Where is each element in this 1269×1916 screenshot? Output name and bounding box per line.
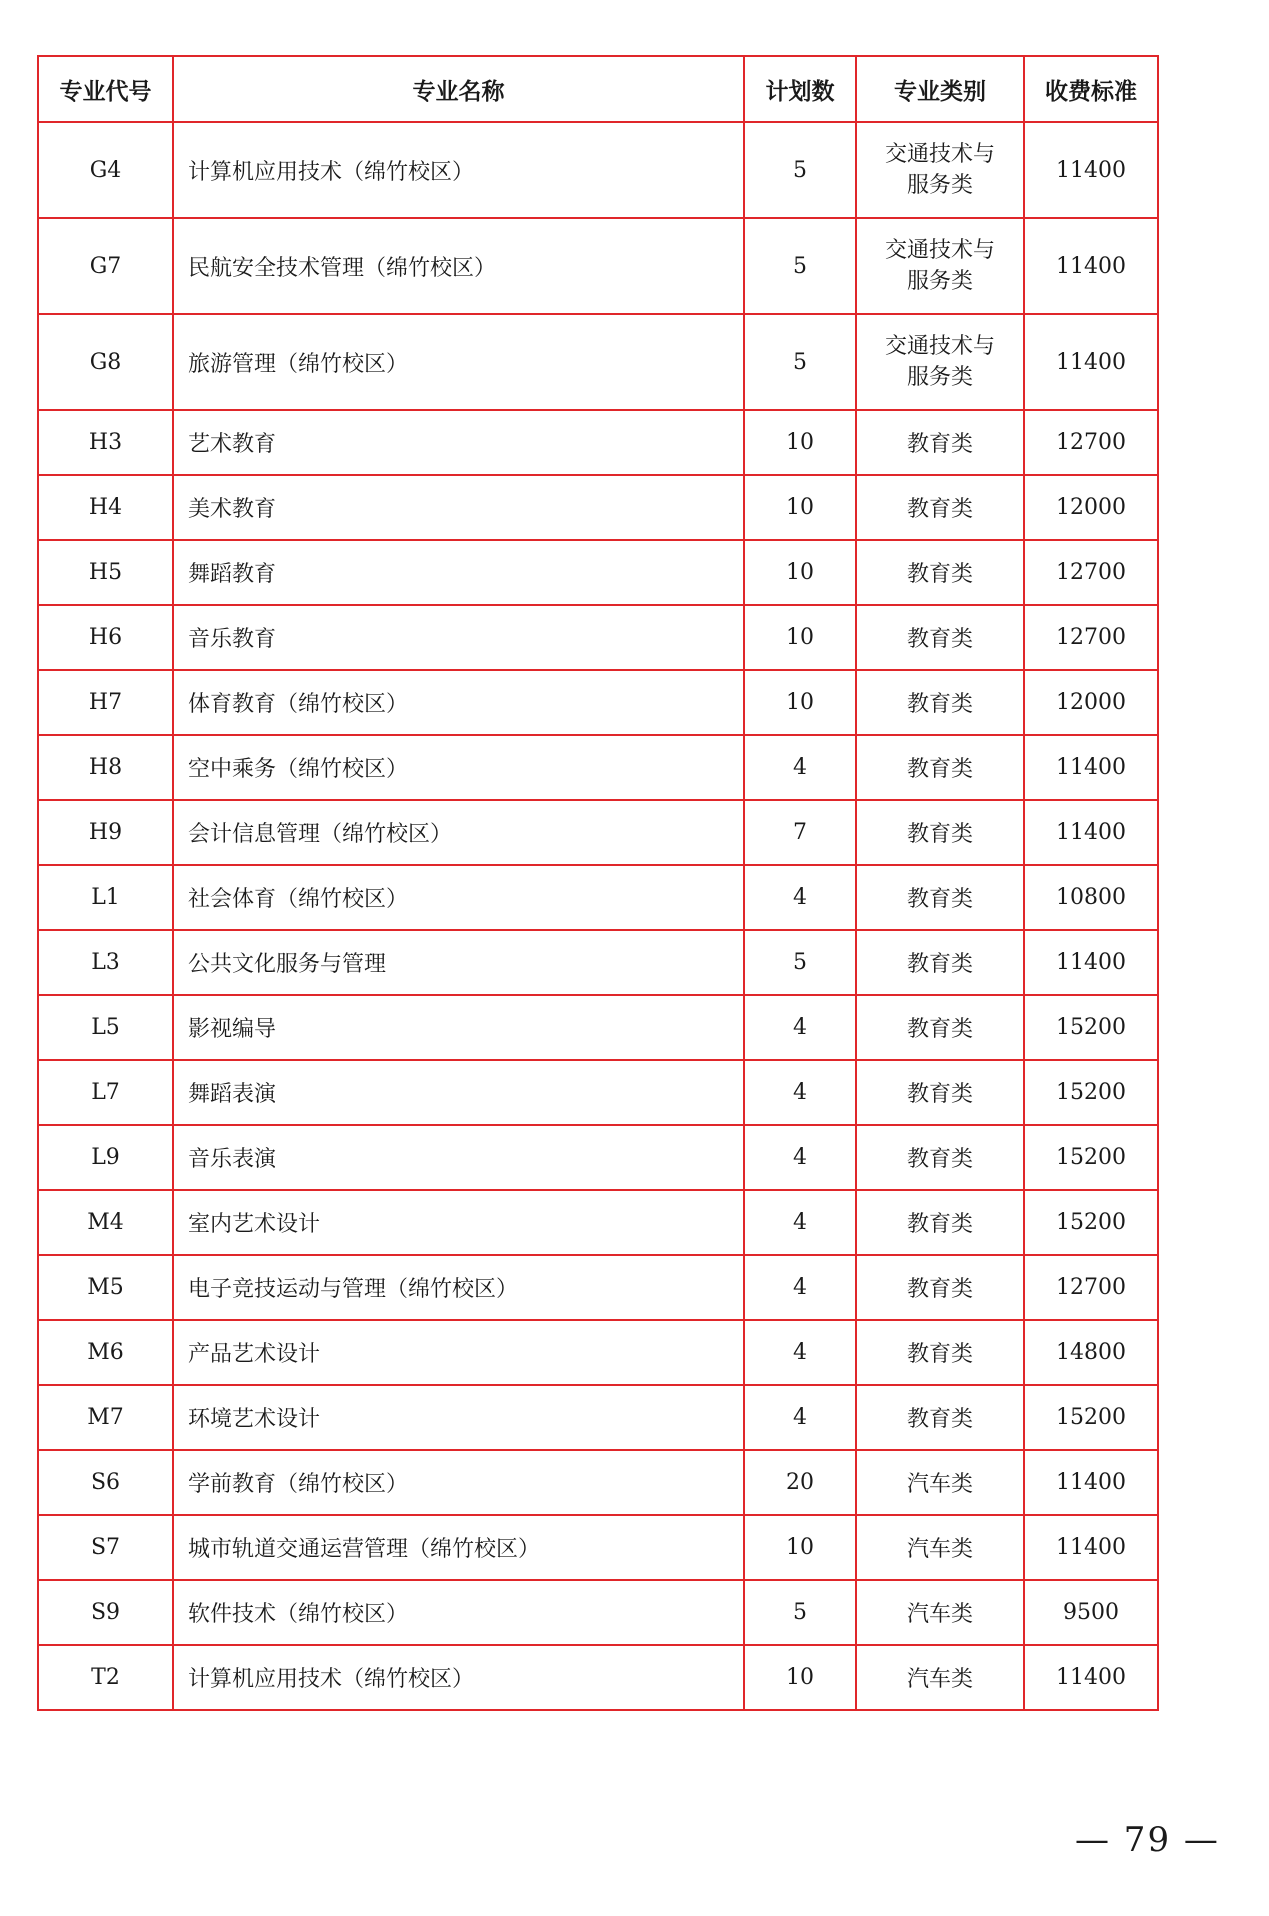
major-name-cell: 学前教育（绵竹校区） — [173, 1450, 744, 1515]
table-row — [38, 1450, 1158, 1515]
plan-count-cell: 10 — [744, 540, 856, 605]
major-code-cell: H8 — [38, 735, 173, 800]
table-row — [38, 995, 1158, 1060]
major-code-cell: L1 — [38, 865, 173, 930]
major-name-cell: 产品艺术设计 — [173, 1320, 744, 1385]
fee-cell: 9500 — [1024, 1580, 1158, 1645]
major-code-cell: L5 — [38, 995, 173, 1060]
major-code-cell: G8 — [38, 314, 173, 410]
plan-count-cell: 10 — [744, 475, 856, 540]
fee-cell: 15200 — [1024, 1125, 1158, 1190]
major-category-cell — [856, 314, 1024, 410]
major-name-cell: 室内艺术设计 — [173, 1190, 744, 1255]
plan-count-cell: 5 — [744, 122, 856, 218]
fee-cell: 12700 — [1024, 410, 1158, 475]
fee-cell: 15200 — [1024, 1385, 1158, 1450]
major-code-cell: H6 — [38, 605, 173, 670]
major-category-cell: 教育类 — [856, 540, 1024, 605]
plan-count-cell: 4 — [744, 1060, 856, 1125]
category-line: 交通技术与 — [884, 142, 995, 167]
table-row — [38, 865, 1158, 930]
table-row — [38, 670, 1158, 735]
major-code-cell: S9 — [38, 1580, 173, 1645]
category-line: 交通技术与 — [884, 334, 995, 359]
plan-count-cell: 5 — [744, 314, 856, 410]
major-category-cell: 汽车类 — [856, 1515, 1024, 1580]
major-category-cell — [856, 122, 1024, 218]
major-category-cell: 汽车类 — [856, 1580, 1024, 1645]
plan-count-cell: 5 — [744, 930, 856, 995]
table-row — [38, 735, 1158, 800]
major-category-cell: 教育类 — [856, 1125, 1024, 1190]
plan-count-cell: 10 — [744, 1645, 856, 1710]
major-name-cell: 音乐表演 — [173, 1125, 744, 1190]
major-name-cell: 旅游管理（绵竹校区） — [173, 314, 744, 410]
table-row — [38, 1515, 1158, 1580]
major-category-cell: 教育类 — [856, 1385, 1024, 1450]
fee-cell: 11400 — [1024, 314, 1158, 410]
plan-count-cell: 7 — [744, 800, 856, 865]
table-row — [38, 1385, 1158, 1450]
major-name-cell: 民航安全技术管理（绵竹校区） — [173, 218, 744, 314]
major-code-cell: T2 — [38, 1645, 173, 1710]
major-code-cell: S7 — [38, 1515, 173, 1580]
major-code-cell: H5 — [38, 540, 173, 605]
major-code-cell: G4 — [38, 122, 173, 218]
fee-cell: 11400 — [1024, 800, 1158, 865]
plan-count-cell: 4 — [744, 995, 856, 1060]
fee-cell: 12700 — [1024, 540, 1158, 605]
major-category-cell: 教育类 — [856, 410, 1024, 475]
major-category-cell: 教育类 — [856, 670, 1024, 735]
major-category-cell: 教育类 — [856, 1060, 1024, 1125]
table-row — [38, 1580, 1158, 1645]
major-category-cell: 汽车类 — [856, 1450, 1024, 1515]
majors-table — [37, 55, 1159, 1711]
major-category-cell: 教育类 — [856, 1190, 1024, 1255]
fee-cell: 11400 — [1024, 1645, 1158, 1710]
table-row — [38, 930, 1158, 995]
major-category-cell: 教育类 — [856, 1255, 1024, 1320]
fee-cell: 12000 — [1024, 475, 1158, 540]
fee-cell: 11400 — [1024, 122, 1158, 218]
fee-cell: 12700 — [1024, 605, 1158, 670]
major-name-cell: 影视编导 — [173, 995, 744, 1060]
table-row — [38, 314, 1158, 410]
major-name-cell: 会计信息管理（绵竹校区） — [173, 800, 744, 865]
fee-cell: 11400 — [1024, 1450, 1158, 1515]
major-code-cell: S6 — [38, 1450, 173, 1515]
fee-cell: 11400 — [1024, 1515, 1158, 1580]
major-code-cell: H9 — [38, 800, 173, 865]
table-row — [38, 1320, 1158, 1385]
major-code-cell: M7 — [38, 1385, 173, 1450]
major-name-cell: 音乐教育 — [173, 605, 744, 670]
plan-count-cell: 4 — [744, 1190, 856, 1255]
major-code-cell: H3 — [38, 410, 173, 475]
table-row — [38, 122, 1158, 218]
fee-cell: 15200 — [1024, 1190, 1158, 1255]
major-code-cell: H4 — [38, 475, 173, 540]
plan-count-cell: 5 — [744, 1580, 856, 1645]
major-category-cell: 教育类 — [856, 995, 1024, 1060]
fee-cell: 11400 — [1024, 930, 1158, 995]
plan-count-cell: 4 — [744, 1385, 856, 1450]
major-code-cell: M5 — [38, 1255, 173, 1320]
major-category-cell — [856, 218, 1024, 314]
category-line: 服务类 — [906, 173, 973, 198]
table-body — [38, 122, 1158, 1710]
table-row — [38, 1255, 1158, 1320]
major-code-cell: L9 — [38, 1125, 173, 1190]
major-category-cell: 汽车类 — [856, 1645, 1024, 1710]
table-row — [38, 800, 1158, 865]
fee-cell: 12700 — [1024, 1255, 1158, 1320]
plan-count-cell: 4 — [744, 1255, 856, 1320]
major-category-cell: 教育类 — [856, 1320, 1024, 1385]
table-row — [38, 540, 1158, 605]
header-plan: 计划数 — [744, 56, 856, 122]
table-row — [38, 1125, 1158, 1190]
header-name: 专业名称 — [173, 56, 744, 122]
category-line: 服务类 — [906, 365, 973, 390]
plan-count-cell: 10 — [744, 1515, 856, 1580]
plan-count-cell: 4 — [744, 1320, 856, 1385]
major-name-cell: 电子竞技运动与管理（绵竹校区） — [173, 1255, 744, 1320]
major-category-cell: 教育类 — [856, 865, 1024, 930]
category-line: 服务类 — [906, 269, 973, 294]
plan-count-cell: 20 — [744, 1450, 856, 1515]
fee-cell: 11400 — [1024, 735, 1158, 800]
plan-count-cell: 4 — [744, 865, 856, 930]
header-category: 专业类别 — [856, 56, 1024, 122]
major-name-cell: 美术教育 — [173, 475, 744, 540]
major-code-cell: M6 — [38, 1320, 173, 1385]
plan-count-cell: 10 — [744, 410, 856, 475]
fee-cell: 12000 — [1024, 670, 1158, 735]
major-name-cell: 空中乘务（绵竹校区） — [173, 735, 744, 800]
table-row — [38, 410, 1158, 475]
major-code-cell: G7 — [38, 218, 173, 314]
fee-cell: 15200 — [1024, 995, 1158, 1060]
major-code-cell: M4 — [38, 1190, 173, 1255]
fee-cell: 10800 — [1024, 865, 1158, 930]
major-code-cell: L7 — [38, 1060, 173, 1125]
major-name-cell: 舞蹈教育 — [173, 540, 744, 605]
major-code-cell: L3 — [38, 930, 173, 995]
table-header-row — [38, 56, 1158, 122]
plan-count-cell: 4 — [744, 1125, 856, 1190]
major-category-cell: 教育类 — [856, 735, 1024, 800]
major-category-cell: 教育类 — [856, 475, 1024, 540]
table-row — [38, 605, 1158, 670]
table-row — [38, 218, 1158, 314]
major-name-cell: 艺术教育 — [173, 410, 744, 475]
major-name-cell: 城市轨道交通运营管理（绵竹校区） — [173, 1515, 744, 1580]
plan-count-cell: 5 — [744, 218, 856, 314]
fee-cell: 15200 — [1024, 1060, 1158, 1125]
major-name-cell: 环境艺术设计 — [173, 1385, 744, 1450]
major-name-cell: 社会体育（绵竹校区） — [173, 865, 744, 930]
major-name-cell: 公共文化服务与管理 — [173, 930, 744, 995]
major-code-cell: H7 — [38, 670, 173, 735]
fee-cell: 11400 — [1024, 218, 1158, 314]
major-name-cell: 软件技术（绵竹校区） — [173, 1580, 744, 1645]
major-name-cell: 计算机应用技术（绵竹校区） — [173, 1645, 744, 1710]
plan-count-cell: 4 — [744, 735, 856, 800]
table-row — [38, 1645, 1158, 1710]
table-row — [38, 1190, 1158, 1255]
major-category-cell: 教育类 — [856, 800, 1024, 865]
table-row — [38, 475, 1158, 540]
plan-count-cell: 10 — [744, 605, 856, 670]
major-name-cell: 计算机应用技术（绵竹校区） — [173, 122, 744, 218]
plan-count-cell: 10 — [744, 670, 856, 735]
page-number: — 79 — — [1075, 1820, 1220, 1860]
category-line: 交通技术与 — [884, 238, 995, 263]
table-row — [38, 1060, 1158, 1125]
major-category-cell: 教育类 — [856, 930, 1024, 995]
major-name-cell: 舞蹈表演 — [173, 1060, 744, 1125]
header-code: 专业代号 — [38, 56, 173, 122]
fee-cell: 14800 — [1024, 1320, 1158, 1385]
header-fee: 收费标准 — [1024, 56, 1158, 122]
major-category-cell: 教育类 — [856, 605, 1024, 670]
major-name-cell: 体育教育（绵竹校区） — [173, 670, 744, 735]
